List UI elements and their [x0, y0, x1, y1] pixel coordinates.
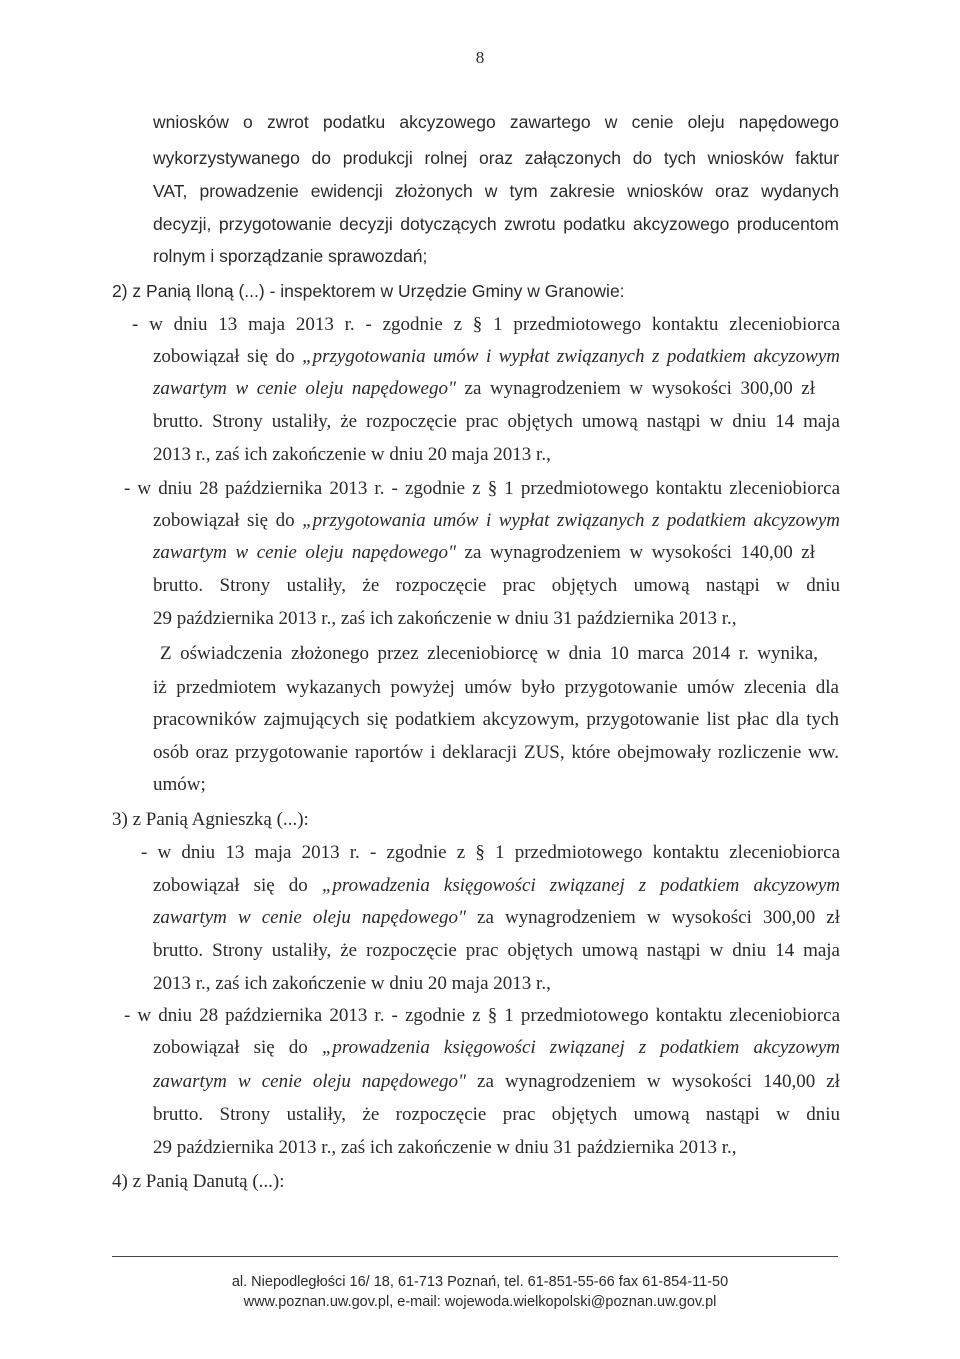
- list-item-2-heading: 2) z Panią Iloną (...) - inspektorem w Urzędzie Gminy w Granowie:: [112, 281, 625, 301]
- text-line: pracowników zajmujących się podatkiem akcyzowym, przygotowanie list płac dla tych: [153, 709, 839, 730]
- text-line: wniosków o zwrot podatku akcyzowego zawartego w cenie oleju napędowego: [153, 112, 839, 132]
- text-line: - w dniu 13 maja 2013 r. - zgodnie z § 1 przedmiotowego kontaktu zleceniobiorca: [141, 842, 840, 863]
- footer-contact: www.poznan.uw.gov.pl, e-mail: wojewoda.wielkopolski@poznan.uw.gov.pl: [243, 1294, 717, 1310]
- text-line: rolnym i sporządzanie sprawozdań;: [153, 246, 428, 266]
- text-line: - w dniu 13 maja 2013 r. - zgodnie z § 1 przedmiotowego kontaktu zleceniobiorca: [132, 314, 840, 335]
- text-line: zobowiązał się do „przygotowania umów i wypłat związanych z podatkiem akcyzowym: [153, 510, 840, 531]
- text-line: wykorzystywanego do produkcji rolnej oraz załączonych do tych wniosków faktur: [153, 148, 839, 168]
- text-line: brutto. Strony ustaliły, że rozpoczęcie prac objętych umową nastąpi w dniu: [153, 1104, 840, 1125]
- text-line: 29 października 2013 r., zaś ich zakończenie w dniu 31 października 2013 r.,: [153, 1137, 737, 1158]
- text-line: VAT, prowadzenie ewidencji złożonych w tym zakresie wniosków oraz wydanych: [153, 181, 839, 201]
- page-number: 8: [475, 48, 485, 67]
- footer-divider: [112, 1256, 838, 1257]
- text-line: 29 października 2013 r., zaś ich zakończenie w dniu 31 października 2013 r.,: [153, 608, 737, 629]
- list-item-4-heading: 4) z Panią Danutą (...):: [112, 1171, 285, 1192]
- text-line: zawartym w cenie oleju napędowego" za wynagrodzeniem w wysokości 300,00 zł: [153, 378, 816, 399]
- text-line: zobowiązał się do „przygotowania umów i wypłat związanych z podatkiem akcyzowym: [153, 346, 840, 367]
- text-line: - w dniu 28 października 2013 r. - zgodnie z § 1 przedmiotowego kontaktu zleceniobiorca: [124, 1005, 840, 1026]
- text-line: zawartym w cenie oleju napędowego" za wynagrodzeniem w wysokości 140,00 zł: [153, 1071, 841, 1092]
- text-line: zobowiązał się do „prowadzenia księgowości związanej z podatkiem akcyzowym: [153, 1037, 840, 1058]
- text-line: brutto. Strony ustaliły, że rozpoczęcie prac objętych umową nastąpi w dniu: [153, 575, 840, 596]
- text-line: osób oraz przygotowanie raportów i deklaracji ZUS, które obejmowały rozliczenie ww.: [153, 742, 839, 763]
- text-line: umów;: [153, 774, 206, 795]
- text-line: zawartym w cenie oleju napędowego" za wynagrodzeniem w wysokości 300,00 zł: [153, 907, 841, 928]
- list-item-3-heading: 3) z Panią Agnieszką (...):: [112, 809, 309, 830]
- text-line: iż przedmiotem wykazanych powyżej umów było przygotowanie umów zlecenia dla: [153, 677, 839, 698]
- text-line: 2013 r., zaś ich zakończenie w dniu 20 maja 2013 r.,: [153, 444, 551, 465]
- text-line: brutto. Strony ustaliły, że rozpoczęcie prac objętych umową nastąpi w dniu 14 maja: [153, 411, 840, 432]
- text-line: brutto. Strony ustaliły, że rozpoczęcie prac objętych umową nastąpi w dniu 14 maja: [153, 940, 840, 961]
- text-line: zawartym w cenie oleju napędowego" za wynagrodzeniem w wysokości 140,00 zł: [153, 542, 816, 563]
- text-line: zobowiązał się do „prowadzenia księgowości związanej z podatkiem akcyzowym: [153, 875, 840, 896]
- text-line: 2013 r., zaś ich zakończenie w dniu 20 maja 2013 r.,: [153, 973, 551, 994]
- text-line: decyzji, przygotowanie decyzji dotyczących zwrotu podatku akcyzowego producentom: [153, 214, 839, 234]
- text-line: Z oświadczenia złożonego przez zleceniobiorcę w dnia 10 marca 2014 r. wynika,: [160, 643, 818, 664]
- footer-address: al. Niepodległości 16/ 18, 61-713 Poznań, tel. 61-851-55-66 fax 61-854-11-50: [231, 1274, 729, 1290]
- text-line: - w dniu 28 października 2013 r. - zgodnie z § 1 przedmiotowego kontaktu zleceniobiorca: [124, 478, 840, 499]
